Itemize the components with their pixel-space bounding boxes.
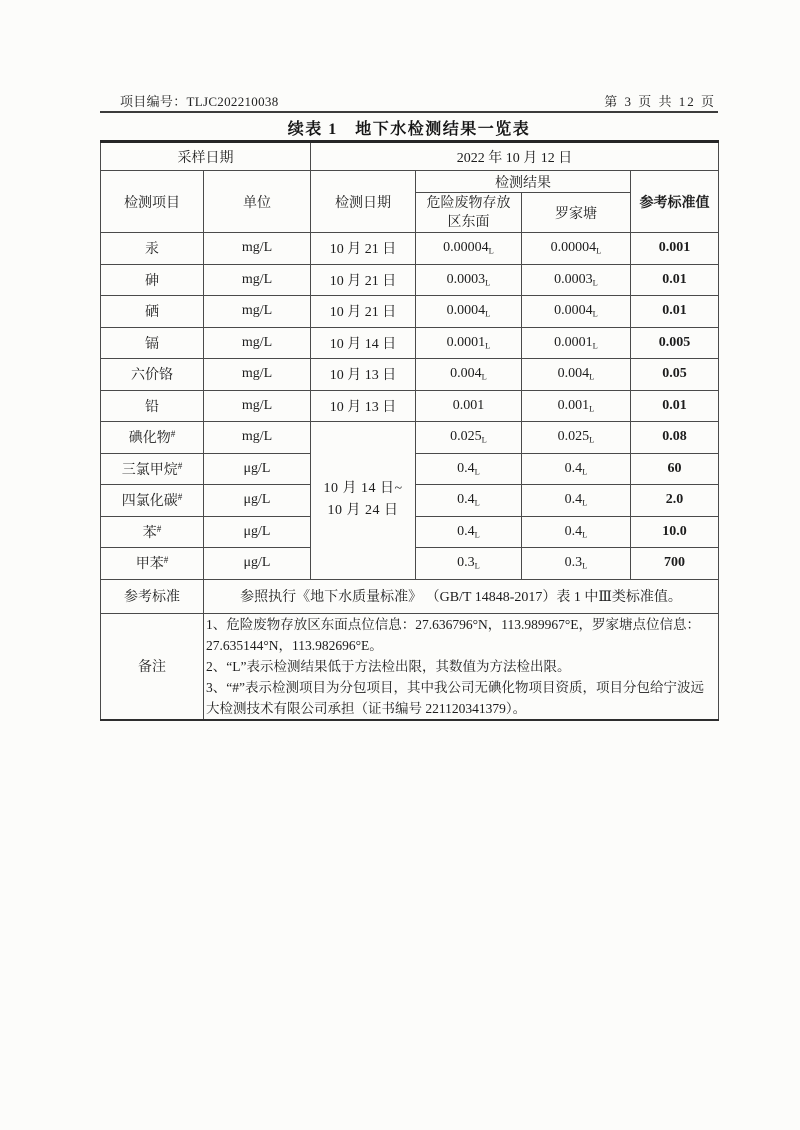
result-value: 0.001	[452, 397, 485, 413]
result-site2-cell	[522, 485, 631, 517]
standard-cell: 700	[631, 548, 719, 580]
result-value: 0.4	[564, 492, 583, 508]
item-cell	[101, 233, 204, 265]
result-value: 0.00004	[443, 240, 489, 256]
sampling-date-value: 2022 年 10 月 12 日	[311, 142, 719, 171]
item-label: 六价铬	[131, 368, 173, 384]
item-label: 苯	[142, 525, 157, 541]
result-site1-cell	[416, 453, 522, 485]
item-label: 铅	[145, 399, 159, 415]
result-site2-cell	[522, 453, 631, 485]
unit-cell: mg/L	[204, 233, 311, 265]
project-number: 项目编号：TLJC202210038	[120, 94, 279, 109]
unit-cell: mg/L	[204, 264, 311, 296]
remark-body	[204, 613, 719, 720]
header-row-top	[101, 171, 719, 193]
result-value: 0.00004	[550, 240, 597, 256]
result-value: 0.0004	[446, 303, 486, 319]
item-label: 汞	[145, 242, 159, 258]
detection-limit-flag: L	[592, 340, 598, 351]
date-range-cell	[311, 422, 416, 580]
unit-cell: μg/L	[204, 485, 311, 517]
item-cell	[101, 485, 204, 517]
detection-limit-flag: L	[582, 560, 588, 571]
result-value: 0.3	[564, 555, 583, 571]
table-row	[101, 422, 719, 454]
result-site1-cell	[416, 485, 522, 517]
item-cell	[101, 359, 204, 391]
col-header-result: 检测结果	[416, 171, 631, 193]
result-site2-cell	[522, 390, 631, 422]
detection-limit-flag: L	[474, 466, 480, 477]
item-label: 镉	[145, 336, 159, 352]
detection-limit-flag: L	[582, 497, 588, 508]
date-cell: 10 月 13 日	[311, 359, 416, 391]
detection-limit-flag: L	[589, 371, 595, 382]
date-range-line2: 10 月 24 日	[327, 503, 399, 519]
subcontract-mark: #	[177, 492, 183, 503]
subcontract-mark: #	[163, 555, 169, 566]
result-value: 0.0003	[554, 271, 593, 287]
reference-text: 参照执行《地下水质量标准》 （GB/T 14848-2017）表 1 中Ⅲ类标准值。	[204, 579, 719, 613]
detection-limit-flag: L	[485, 277, 491, 288]
subcontract-mark: #	[170, 429, 176, 440]
result-value: 0.4	[564, 523, 583, 539]
standard-cell: 60	[631, 453, 719, 485]
page-header	[100, 91, 718, 110]
result-site2-cell	[522, 516, 631, 548]
unit-cell: μg/L	[204, 516, 311, 548]
result-site2-cell	[522, 359, 631, 391]
unit-cell: mg/L	[204, 327, 311, 359]
result-value: 0.004	[557, 366, 590, 382]
item-label: 硒	[145, 305, 159, 321]
unit-cell: mg/L	[204, 422, 311, 454]
result-value: 0.004	[450, 366, 482, 382]
standard-cell: 0.001	[631, 233, 719, 265]
item-cell	[101, 453, 204, 485]
results-table	[100, 140, 719, 721]
site1-line2: 区东面	[447, 214, 490, 230]
reference-standard-row	[101, 579, 719, 613]
unit-cell: mg/L	[204, 359, 311, 391]
unit-cell: mg/L	[204, 390, 311, 422]
result-site2-cell	[522, 327, 631, 359]
remark-row	[101, 613, 719, 720]
item-cell	[101, 296, 204, 328]
table-row	[101, 296, 719, 328]
header-rule	[100, 111, 718, 113]
result-value: 0.001	[557, 397, 590, 413]
standard-cell: 0.08	[631, 422, 719, 454]
result-value: 0.4	[457, 492, 475, 508]
result-site1-cell	[416, 422, 522, 454]
detection-limit-flag: L	[582, 466, 588, 477]
result-site2-cell	[522, 296, 631, 328]
subcontract-mark: #	[156, 523, 162, 534]
detection-limit-flag: L	[485, 340, 491, 351]
result-site1-cell	[416, 548, 522, 580]
result-value: 0.0004	[554, 303, 593, 319]
item-cell	[101, 390, 204, 422]
result-value: 0.4	[457, 523, 475, 539]
col-header-standard: 参考标准值	[631, 171, 719, 233]
remark-line: 1、危险废物存放区东面点位信息：27.636796°N，113.989967°E，罗家塘点位信息：27.635144°N，113.982696°E。	[206, 616, 701, 653]
detection-limit-flag: L	[582, 529, 588, 540]
result-site1-cell	[416, 516, 522, 548]
table-row	[101, 327, 719, 359]
date-cell: 10 月 14 日	[311, 327, 416, 359]
result-site1-cell	[416, 327, 522, 359]
result-value: 0.0001	[446, 334, 486, 350]
remark-line: 3、“#”表示检测项目为分包项目，其中我公司无碘化物项目资质，项目分包给宁波远大检测技术有限公司承担（证书编号 221120341379）。	[206, 679, 704, 716]
result-site2-cell	[522, 264, 631, 296]
item-label: 三氯甲烷	[121, 462, 178, 478]
item-cell	[101, 516, 204, 548]
detection-limit-flag: L	[474, 560, 480, 571]
table-row	[101, 390, 719, 422]
detection-limit-flag: L	[488, 245, 494, 256]
item-label: 砷	[145, 273, 159, 289]
detection-limit-flag: L	[592, 308, 598, 319]
item-cell	[101, 548, 204, 580]
table-row	[101, 359, 719, 391]
page-indicator: 第 3 页 共 12 页	[604, 94, 716, 109]
subcontract-mark: #	[177, 460, 183, 471]
date-cell: 10 月 13 日	[311, 390, 416, 422]
item-label: 甲苯	[135, 557, 164, 573]
result-value: 0.0003	[446, 271, 486, 287]
standard-cell: 0.01	[631, 390, 719, 422]
date-cell: 10 月 21 日	[311, 296, 416, 328]
detection-limit-flag: L	[474, 529, 480, 540]
standard-cell: 0.01	[631, 296, 719, 328]
sampling-date-label: 采样日期	[101, 142, 311, 171]
item-cell	[101, 422, 204, 454]
unit-cell: μg/L	[204, 453, 311, 485]
detection-limit-flag: L	[481, 434, 487, 445]
item-cell	[101, 264, 204, 296]
result-value: 0.3	[457, 555, 475, 571]
unit-cell: mg/L	[204, 296, 311, 328]
result-site2-cell	[522, 548, 631, 580]
remark-label: 备注	[101, 613, 204, 720]
sampling-date-row	[101, 142, 719, 171]
standard-cell: 0.05	[631, 359, 719, 391]
detection-limit-flag: L	[592, 277, 598, 288]
date-cell: 10 月 21 日	[311, 233, 416, 265]
detection-limit-flag: L	[485, 308, 491, 319]
result-site1-cell	[416, 264, 522, 296]
date-cell: 10 月 21 日	[311, 264, 416, 296]
table-row	[101, 264, 719, 296]
detection-limit-flag: L	[474, 497, 480, 508]
col-header-site2: 罗家塘	[522, 193, 631, 233]
page-title: 续表 1 地下水检测结果一览表	[287, 121, 531, 138]
result-value: 0.025	[450, 429, 482, 445]
result-value: 0.0001	[554, 334, 593, 350]
result-value: 0.4	[564, 460, 583, 476]
unit-cell: μg/L	[204, 548, 311, 580]
item-label: 碘化物	[128, 431, 171, 447]
detection-limit-flag: L	[589, 403, 595, 414]
item-label: 四氯化碳	[121, 494, 178, 510]
detection-limit-flag: L	[481, 371, 487, 382]
col-header-item: 检测项目	[101, 171, 204, 233]
col-header-unit: 单位	[204, 171, 311, 233]
standard-cell: 10.0	[631, 516, 719, 548]
reference-label: 参考标准	[101, 579, 204, 613]
standard-cell: 2.0	[631, 485, 719, 517]
remark-line: 2、“L”表示检测结果低于方法检出限，其数值为方法检出限。	[206, 658, 571, 674]
result-site1-cell	[416, 390, 522, 422]
detection-limit-flag: L	[596, 245, 602, 256]
result-value: 0.025	[557, 429, 590, 445]
result-site2-cell	[522, 233, 631, 265]
col-header-site1	[416, 193, 522, 233]
item-cell	[101, 327, 204, 359]
result-value: 0.4	[457, 460, 475, 476]
standard-cell: 0.01	[631, 264, 719, 296]
result-site1-cell	[416, 359, 522, 391]
standard-cell: 0.005	[631, 327, 719, 359]
result-site2-cell	[522, 422, 631, 454]
date-range-line1: 10 月 14 日~	[323, 481, 403, 497]
site1-line1: 危险废物存放	[426, 195, 511, 211]
detection-limit-flag: L	[589, 434, 595, 445]
result-site1-cell	[416, 296, 522, 328]
result-site1-cell	[416, 233, 522, 265]
table-row	[101, 233, 719, 265]
col-header-date: 检测日期	[311, 171, 416, 233]
